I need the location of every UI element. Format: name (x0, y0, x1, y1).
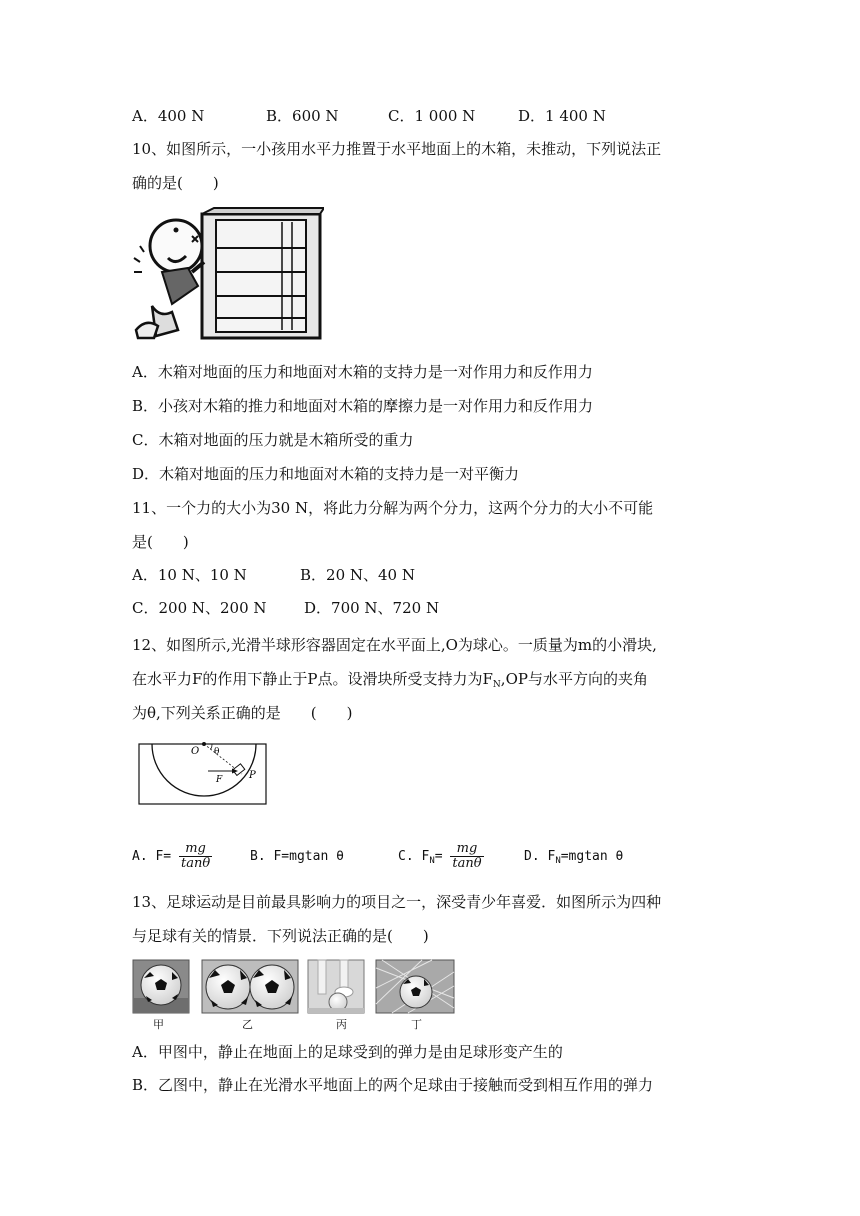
q9-option-c: C．1 000 N (388, 107, 476, 125)
scene-ding-image (376, 960, 454, 1013)
football-scenes-figure (132, 958, 458, 1016)
q11-stem-line1: 11、一个力的大小为30 N，将此力分解为两个分力，这两个分力的大小不可能 (132, 499, 654, 517)
q11-option-d: D．700 N、720 N (304, 599, 440, 617)
scene-yi-image (202, 960, 298, 1013)
q12-option-a-fraction (179, 842, 212, 871)
fraction-numerator: mg (450, 842, 483, 857)
q12-stem-line2-part1: 在水平力F的作用下静止于P点。设滑块所受支持力为F (132, 670, 493, 688)
q12-option-d-rest: =mgtan θ (560, 849, 624, 864)
q12-option-a-prefix: A. F= (132, 849, 172, 864)
q13-option-a: A．甲图中，静止在地面上的足球受到的弹力是由足球形变产生的 (132, 1043, 563, 1061)
q12-stem-subscript-n: N (492, 680, 501, 690)
q9-option-a: A．400 N (132, 107, 205, 125)
q12-option-c-prefix: C. F (398, 849, 430, 864)
q11-option-b: B．20 N、40 N (300, 566, 415, 584)
q12-stem-line1: 12、如图所示,光滑半球形容器固定在水平面上,O为球心。一质量为m的小滑块, (132, 636, 657, 654)
figure-label-theta: θ (214, 747, 220, 757)
q13-option-b: B．乙图中，静止在光滑水平地面上的两个足球由于接触而受到相互作用的弹力 (132, 1076, 654, 1094)
hemisphere-container-figure (138, 740, 268, 806)
scene-bing-image (308, 960, 364, 1013)
q12-option-c (398, 836, 484, 882)
caption-bing: 丙 (336, 1018, 347, 1031)
q10-stem-line1: 10、如图所示，一小孩用水平力推置于水平地面上的木箱，未推动，下列说法正 (132, 140, 662, 158)
q9-option-d: D．1 400 N (518, 107, 606, 125)
figure-label-f: F (216, 775, 223, 785)
q11-option-c: C．200 N、200 N (132, 599, 267, 617)
q12-option-d-prefix: D. F (524, 849, 556, 864)
q10-option-a: A．木箱对地面的压力和地面对木箱的支持力是一对作用力和反作用力 (132, 363, 593, 381)
q12-option-d (524, 836, 623, 882)
q13-stem-line1: 13、足球运动是目前最具影响力的项目之一，深受青少年喜爱．如图所示为四种 (132, 893, 662, 911)
q12-option-d-subscript: N (555, 856, 561, 866)
q11-options-row2 (132, 598, 439, 618)
q10-option-d: D．木箱对地面的压力和地面对木箱的支持力是一对平衡力 (132, 465, 520, 483)
q11-stem-line2: 是( ) (132, 533, 189, 551)
child-drawing (134, 220, 204, 338)
scene-jia-image (133, 960, 189, 1013)
fraction-denominator: tanθ (180, 856, 211, 871)
q12-option-a (132, 836, 212, 878)
caption-ding: 丁 (411, 1018, 422, 1031)
q13-stem-line2: 与足球有关的情景．下列说法正确的是( ) (132, 927, 429, 945)
q12-option-b: B. F=mgtan θ (250, 849, 344, 864)
fraction-denominator: tanθ (452, 856, 482, 871)
q9-option-b: B．600 N (266, 107, 339, 125)
q12-stem-line3: 为θ,下列关系正确的是 ( ) (132, 704, 353, 722)
figure-label-o: O (191, 746, 200, 757)
wooden-box-drawing (202, 208, 324, 338)
q12-option-c-fraction (450, 842, 483, 871)
q10-option-b: B．小孩对木箱的推力和地面对木箱的摩擦力是一对作用力和反作用力 (132, 397, 594, 415)
q10-stem-line2: 确的是( ) (132, 174, 219, 192)
q11-option-a: A．10 N、10 N (132, 566, 247, 584)
caption-jia: 甲 (153, 1018, 164, 1031)
caption-yi: 乙 (242, 1018, 253, 1031)
q12-option-c-eq: = (434, 849, 443, 864)
q12-stem-line2-part2: ,OP与水平方向的夹角 (500, 670, 648, 688)
fraction-numerator: mg (179, 842, 212, 857)
q9-options-row (132, 106, 606, 126)
figure-label-p: P (249, 770, 256, 781)
q11-options-row1 (132, 565, 415, 585)
q12-option-c-subscript: N (429, 856, 435, 866)
child-pushing-box-figure (132, 206, 324, 342)
q12-stem-line2 (132, 669, 648, 695)
q10-option-c: C．木箱对地面的压力就是木箱所受的重力 (132, 431, 414, 449)
